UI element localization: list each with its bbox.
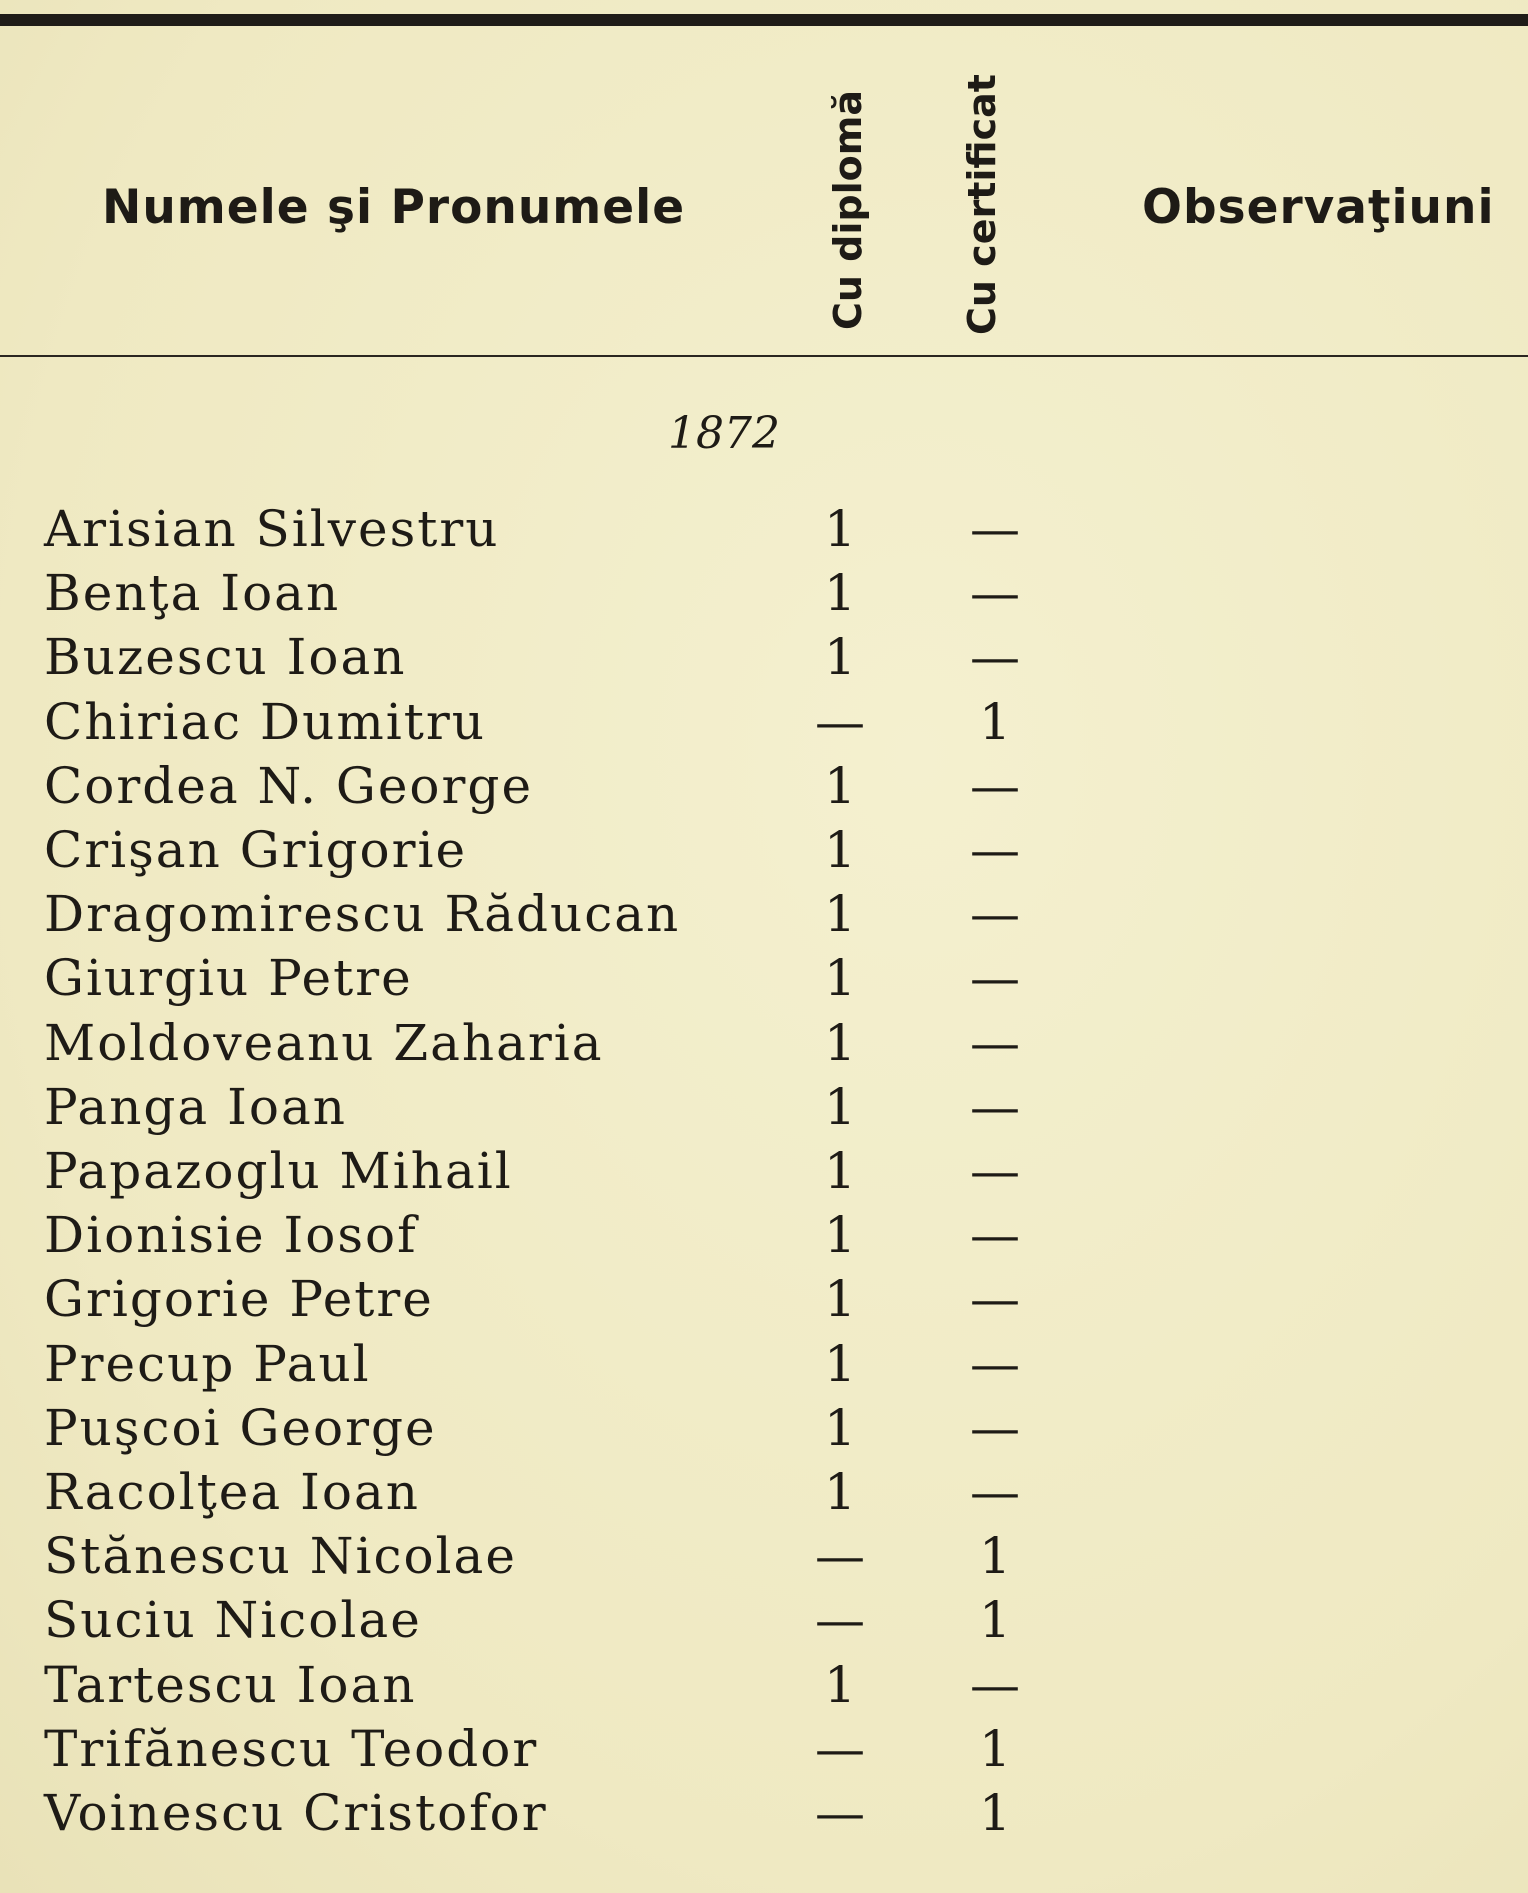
table-row [0,885,1528,949]
row-certificate: 1 [979,1719,1011,1778]
row-diploma: 1 [824,1655,856,1714]
top-rule [0,14,1528,26]
row-diploma: 1 [824,628,856,687]
row-diploma: 1 [824,1398,856,1457]
table-row [0,821,1528,885]
table-row [0,1335,1528,1399]
table-row [0,1270,1528,1334]
row-certificate: — [970,949,1020,1008]
row-diploma: 1 [824,1142,856,1200]
row-diploma: 1 [824,885,856,944]
row-name: Dragomirescu Răducan [44,885,681,944]
table-row [0,1206,1528,1270]
table-row [0,1463,1528,1527]
header-observations-column: Observaţiuni [1142,180,1495,235]
row-name: Giurgiu Petre [44,949,413,1008]
row-certificate: — [970,756,1020,815]
header-diploma-column: Cu diplomă [826,90,870,330]
row-diploma: 1 [824,564,856,623]
row-diploma: — [815,692,865,751]
row-name: Puşcoi George [44,1398,437,1457]
row-certificate: — [970,1142,1020,1200]
row-diploma: 1 [824,949,856,1008]
row-certificate: — [970,564,1020,623]
row-diploma: 1 [824,1013,856,1072]
row-diploma: — [815,1784,865,1842]
table-row [0,628,1528,692]
table-row [0,500,1528,564]
table-row [0,1591,1528,1655]
row-name: Stănescu Nicolae [44,1527,517,1586]
table-row [0,1399,1528,1463]
table-row [0,1527,1528,1591]
header-rule [0,355,1528,357]
row-diploma: — [815,1719,865,1778]
row-certificate: 1 [979,1527,1011,1586]
row-certificate: 1 [979,1591,1011,1650]
table-row [0,1142,1528,1206]
header-name-column: Numele şi Pronumele [102,180,686,235]
row-name: Trifănescu Teodor [44,1719,539,1778]
row-certificate: — [970,1270,1020,1329]
row-diploma: 1 [824,821,856,879]
row-name: Crişan Grigorie [44,821,468,879]
row-certificate: — [970,1334,1020,1393]
row-diploma: 1 [824,1463,856,1521]
row-name: Benţa Ioan [44,564,341,623]
row-certificate: — [970,1398,1020,1457]
header-certificate-column: Cu certificat [960,74,1004,335]
table-row [0,1078,1528,1142]
row-certificate: 1 [979,1784,1011,1842]
row-certificate: — [970,500,1020,558]
row-diploma: — [815,1527,865,1586]
table-row [0,1014,1528,1078]
row-name: Tartescu Ioan [44,1655,417,1714]
row-name: Buzescu Ioan [44,628,407,687]
year-heading: 1872 [668,408,780,459]
row-name: Dionisie Iosof [44,1206,418,1265]
row-certificate: — [970,1463,1020,1521]
row-diploma: 1 [824,1206,856,1265]
table-row [0,949,1528,1013]
table-row [0,1720,1528,1784]
row-name: Chiriac Dumitru [44,692,486,751]
row-name: Arisian Silvestru [44,500,500,558]
row-certificate: — [970,1013,1020,1072]
row-name: Suciu Nicolae [44,1591,422,1650]
row-name: Papazoglu Mihail [44,1142,513,1200]
row-name: Moldoveanu Zaharia [44,1013,604,1072]
row-certificate: — [970,628,1020,687]
table-row [0,1784,1528,1848]
row-certificate: — [970,1206,1020,1265]
row-certificate: — [970,885,1020,944]
row-diploma: — [815,1591,865,1650]
row-name: Racolţea Ioan [44,1463,420,1521]
row-name: Panga Ioan [44,1077,347,1136]
row-certificate: — [970,821,1020,879]
row-diploma: 1 [824,756,856,815]
row-name: Voinescu Cristofor [44,1784,548,1842]
row-diploma: 1 [824,1334,856,1393]
row-certificate: 1 [979,692,1011,751]
table-row [0,1656,1528,1720]
table-row [0,564,1528,628]
row-name: Precup Paul [44,1334,371,1393]
row-certificate: — [970,1077,1020,1136]
row-name: Cordea N. George [44,756,534,815]
row-diploma: 1 [824,500,856,558]
row-diploma: 1 [824,1077,856,1136]
table-row [0,693,1528,757]
row-certificate: — [970,1655,1020,1714]
row-diploma: 1 [824,1270,856,1329]
row-name: Grigorie Petre [44,1270,434,1329]
table-row [0,757,1528,821]
